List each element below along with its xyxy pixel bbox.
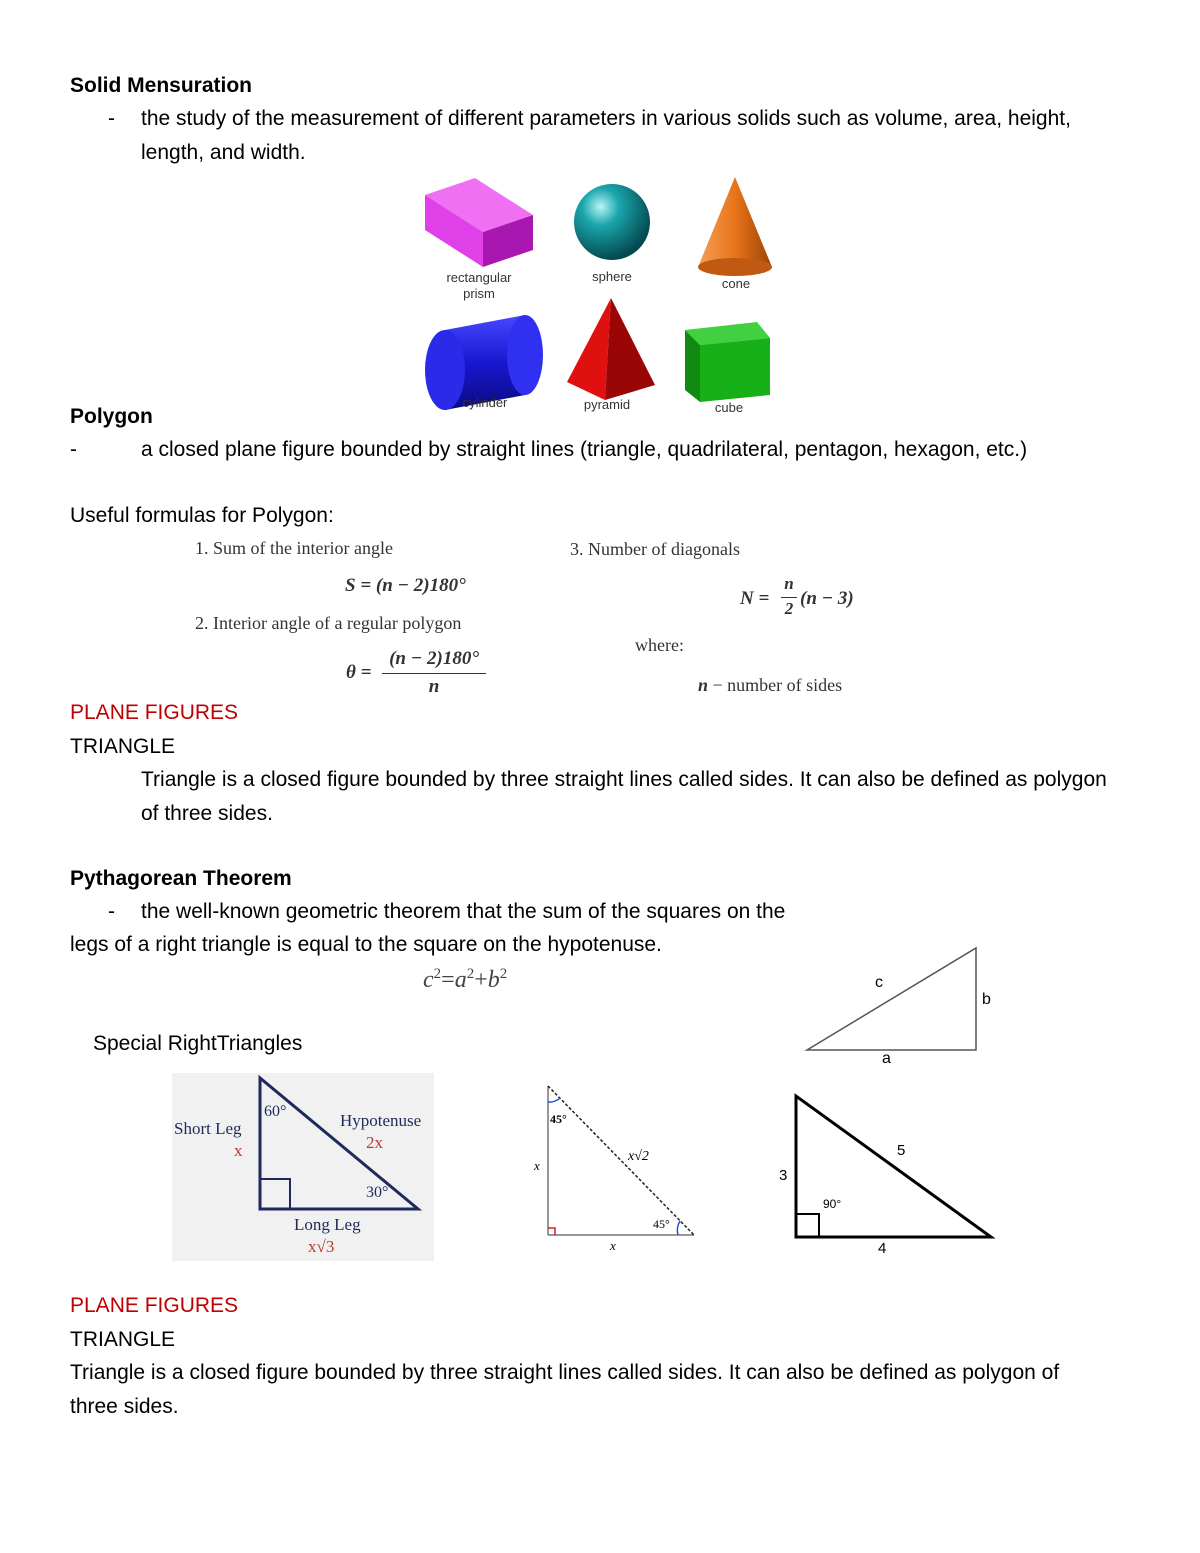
triangle-definition-line2: of three sides. [141, 802, 273, 825]
cube-icon [685, 322, 770, 402]
bullet-dash: - [70, 438, 77, 461]
triangle-3-4-5-svg [775, 1090, 1000, 1265]
label-side-4: 4 [878, 1240, 887, 1257]
solid-mensuration-heading: Solid Mensuration [70, 74, 253, 97]
solid-definition-line2: length, and width. [141, 141, 306, 164]
eq-equals: = [441, 967, 455, 993]
n-definition-text: − number of sides [708, 675, 843, 695]
label-angle-60: 60° [264, 1103, 287, 1120]
cone-icon [698, 177, 772, 276]
right-angle-marker [260, 1179, 290, 1209]
right-triangle-abc-svg [795, 940, 1005, 1070]
triangle-subheading: TRIANGLE [70, 735, 176, 758]
label-short-leg: Short Leg [174, 1119, 242, 1138]
eq-exponent: 2 [466, 966, 475, 982]
eq-exponent: 2 [433, 966, 442, 982]
label-long-leg-value: x√3 [308, 1237, 335, 1256]
eq-plus: + [474, 967, 488, 993]
eq-a: a [454, 967, 467, 993]
pythagorean-definition-line1: the well-known geometric theorem that the sum of the squares on the [141, 900, 786, 923]
label-rectangular: rectangular [446, 270, 512, 285]
label-pyramid: pyramid [583, 397, 631, 412]
pythagorean-heading: Pythagorean Theorem [70, 867, 292, 890]
eq-exponent: 2 [499, 966, 508, 982]
triangle-definition-line1: Triangle is a closed figure bounded by three straight lines called sides. It can also be defined as polygon [141, 768, 1107, 791]
label-angle-90: 90° [823, 1197, 842, 1211]
right-triangle-abc [795, 940, 1005, 1070]
label-side-3: 3 [779, 1167, 788, 1184]
plane-figures-heading-2: PLANE FIGURES [70, 1294, 239, 1317]
formula1-expression: S = (n − 2)180° [345, 575, 466, 596]
solid-definition-line1: the study of the measurement of different parameters in various solids such as volume, area, height, [141, 107, 1071, 130]
pythagorean-definition-line2: legs of a right triangle is equal to the square on the hypotenuse. [70, 933, 662, 956]
triangle-30-60-90 [172, 1073, 434, 1261]
pythagorean-equation [423, 966, 507, 994]
fraction-bar [781, 597, 797, 598]
bullet-dash: - [108, 107, 115, 130]
polygon-heading: Polygon [70, 405, 153, 428]
bullet-dash: - [108, 900, 115, 923]
label-angle-45-top: 45° [550, 1112, 567, 1126]
formula2-denominator: n [428, 676, 440, 697]
label-prism: prism [463, 286, 495, 301]
special-right-triangles-title: Special RightTriangles [93, 1032, 303, 1055]
angle-arc [548, 1098, 560, 1102]
right-angle-marker [796, 1214, 819, 1237]
angle-arc [677, 1221, 680, 1235]
label-short-leg-value: x [234, 1141, 243, 1160]
triangle-definition-2-line2: three sides. [70, 1395, 179, 1418]
triangle-45-45-90 [530, 1080, 705, 1260]
triangle-definition-2-line1: Triangle is a closed figure bounded by three straight lines called sides. It can also be defined as polygon of [70, 1361, 1060, 1384]
eq-b: b [487, 967, 500, 993]
formula1-title: 1. Sum of the interior angle [195, 538, 393, 558]
pyramid-icon [567, 298, 655, 400]
plane-figures-heading: PLANE FIGURES [70, 701, 239, 724]
formula3-title: 3. Number of diagonals [570, 539, 740, 559]
label-angle-30: 30° [366, 1184, 389, 1201]
label-cube: cube [714, 400, 744, 415]
polygon-definition: a closed plane figure bounded by straight lines (triangle, quadrilateral, pentagon, hexagon, etc.) [141, 438, 1028, 461]
formula2-title: 2. Interior angle of a regular polygon [195, 613, 462, 633]
triangle-shape [796, 1096, 991, 1237]
triangle-shape [807, 948, 976, 1050]
right-angle-marker [548, 1228, 555, 1235]
formula2-lhs: θ = [346, 662, 372, 683]
solids-illustration [415, 170, 795, 420]
triangle-subheading-2: TRIANGLE [70, 1328, 176, 1351]
label-hypotenuse: Hypotenuse [340, 1111, 422, 1130]
label-rectangular-prism [425, 270, 533, 302]
label-side-x: x [534, 1158, 540, 1173]
formula3-lhs: N = [740, 588, 770, 609]
label-base-x: x [610, 1238, 616, 1253]
triangle-3-4-5 [775, 1090, 1000, 1265]
rectangular-prism-icon [425, 178, 533, 267]
formula3-numerator: n [784, 574, 794, 593]
triangle-45-45-90-svg [530, 1080, 705, 1260]
polygon-formulas-title: Useful formulas for Polygon: [70, 504, 334, 527]
label-cone: cone [721, 276, 751, 291]
n-variable: n [698, 675, 709, 695]
label-sphere: sphere [592, 269, 632, 284]
label-hypotenuse-x-root2: x√2 [628, 1149, 649, 1164]
label-hypotenuse-value: 2x [366, 1133, 383, 1152]
where-label: where: [635, 635, 684, 655]
label-b: b [982, 991, 991, 1008]
label-c: c [875, 974, 883, 991]
formula3-denominator: 2 [784, 599, 794, 618]
sphere-icon [574, 184, 650, 260]
label-cylinder: cylinder [462, 395, 508, 410]
label-side-5: 5 [897, 1142, 906, 1159]
eq-c: c [423, 967, 434, 993]
label-a: a [882, 1050, 891, 1067]
fraction-bar [382, 673, 486, 674]
formula3-rhs: (n − 3) [800, 588, 854, 609]
triangle-shape [260, 1078, 418, 1209]
label-long-leg: Long Leg [294, 1215, 361, 1234]
n-definition [698, 675, 842, 696]
formula2-numerator: (n − 2)180° [389, 648, 479, 669]
label-angle-45-bottom: 45° [653, 1217, 670, 1231]
